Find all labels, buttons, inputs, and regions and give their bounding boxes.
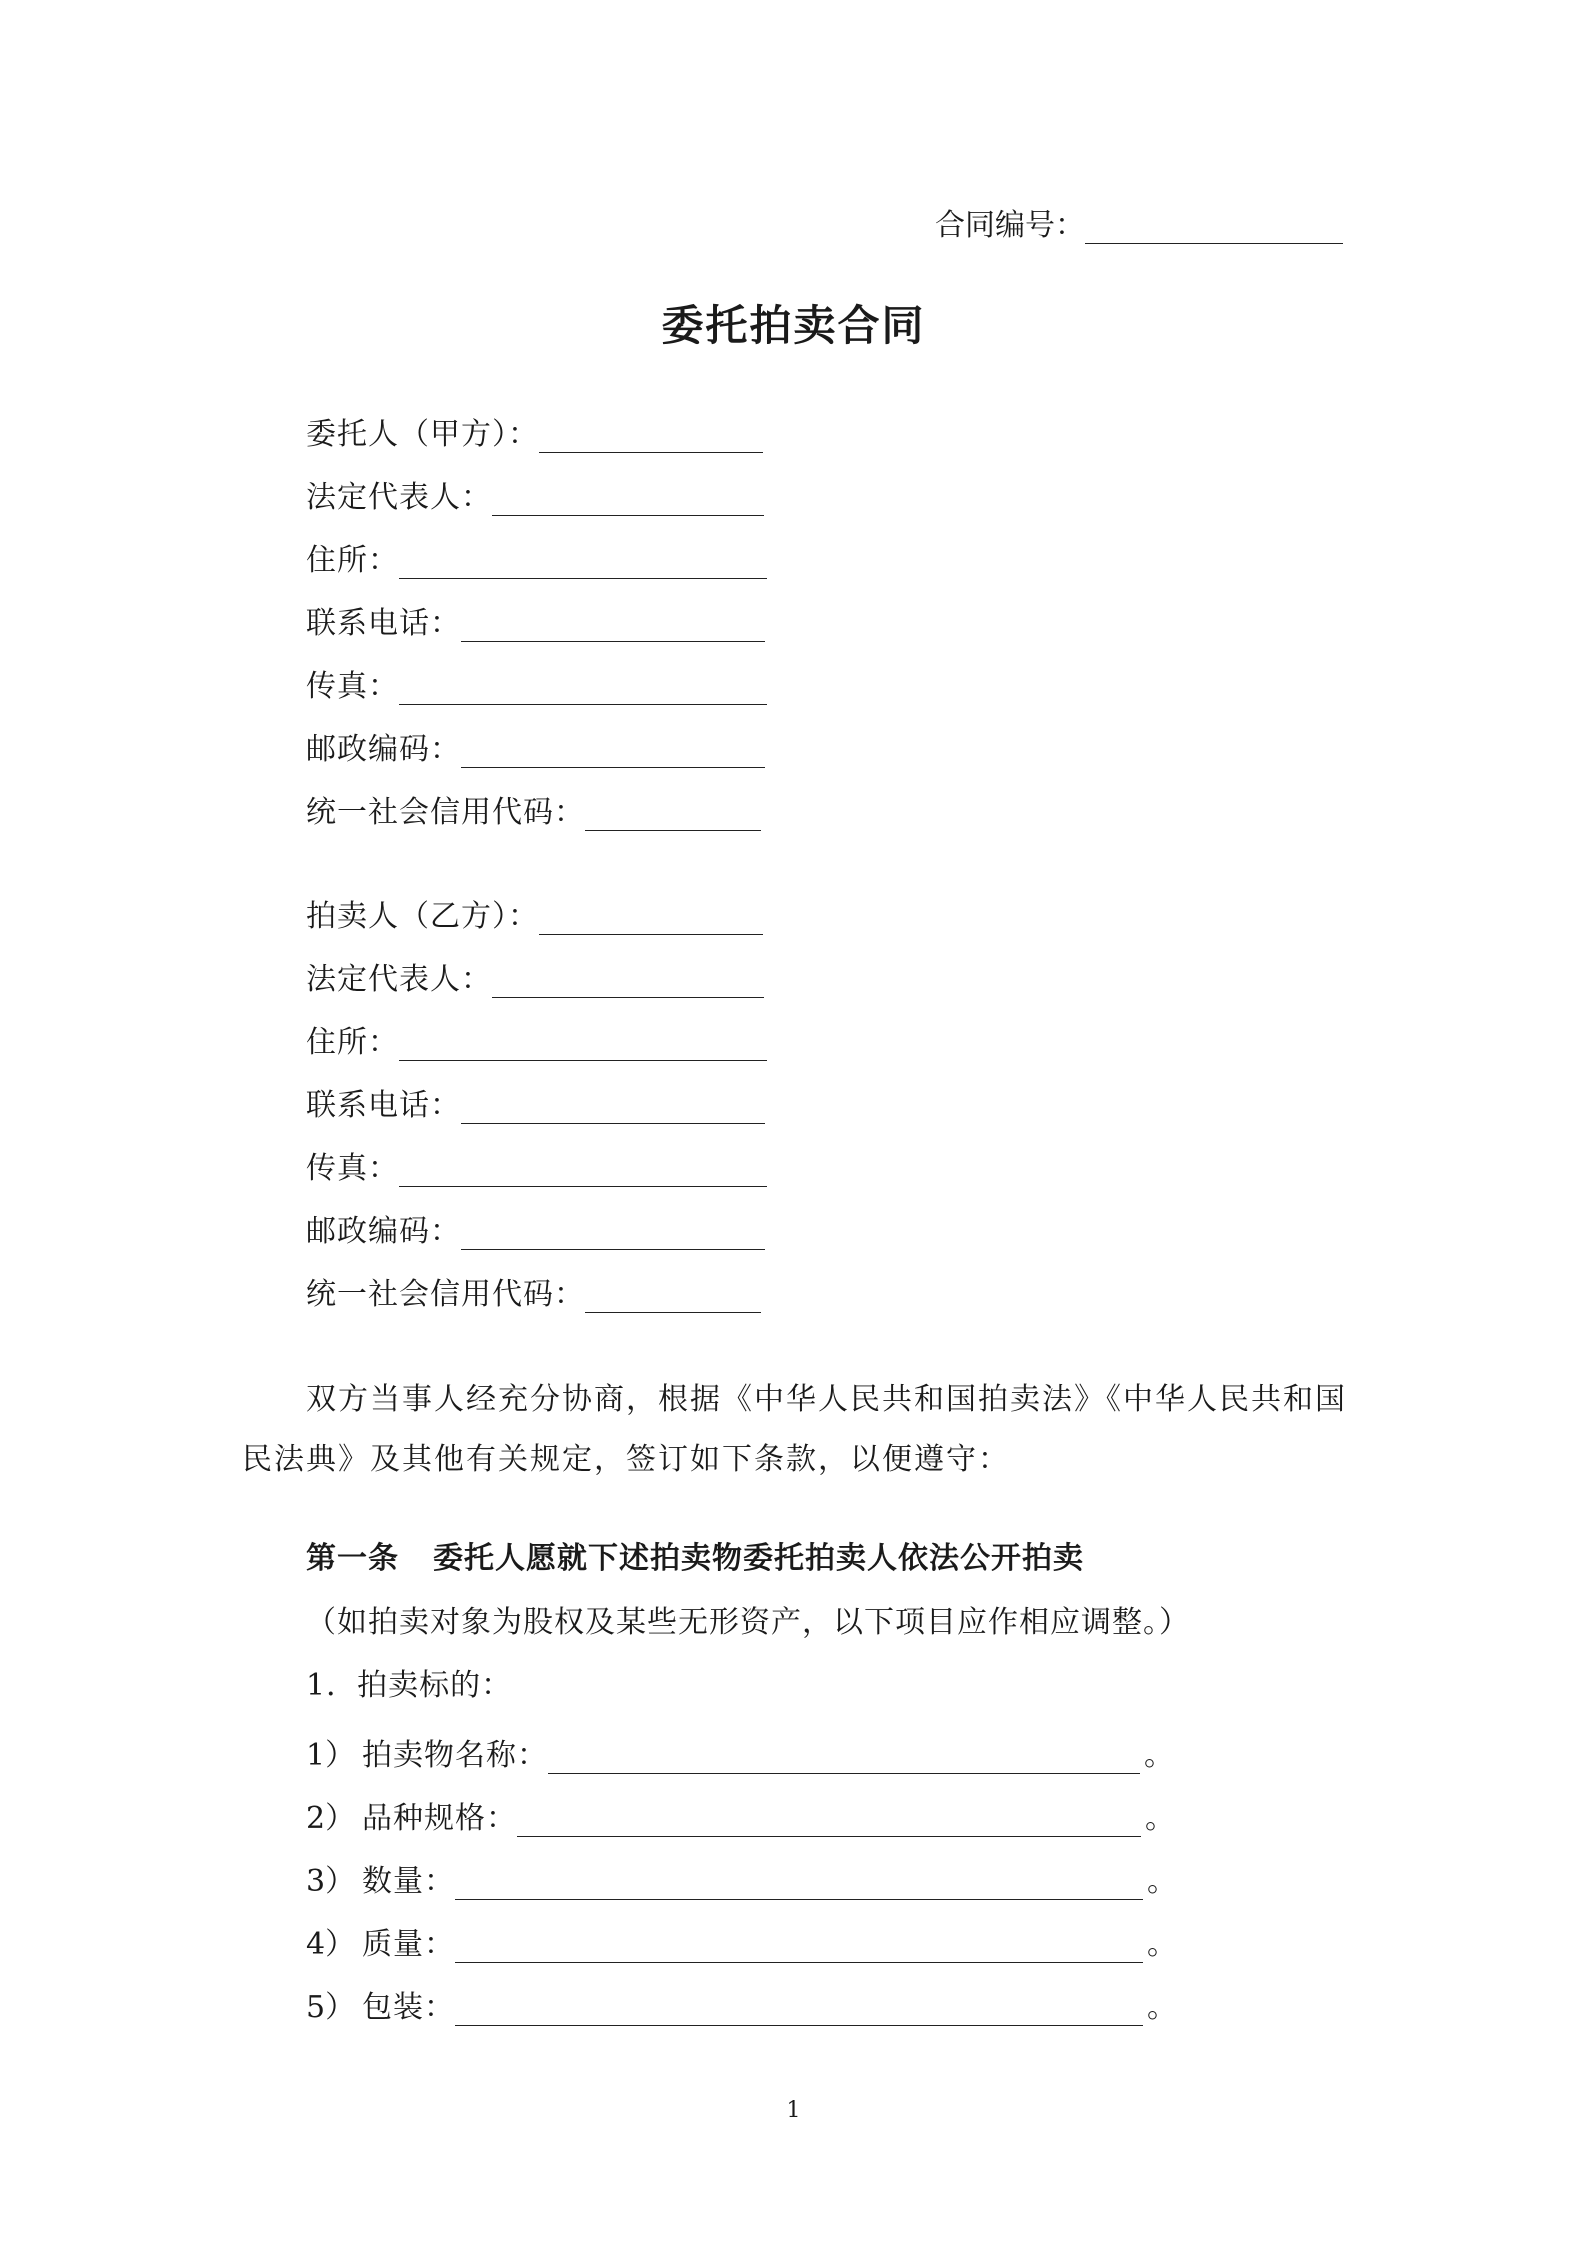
item-end-mark: 。 (1144, 1738, 1174, 1773)
party-b-fax-blank[interactable] (399, 1150, 767, 1187)
article-1-number: 第一条 (306, 1541, 399, 1576)
article-1-heading (306, 1533, 1084, 1577)
page-number: 1 (786, 2098, 801, 2123)
party-b-legal-rep-label: 法定代表人： (306, 962, 492, 997)
party-a-name-blank[interactable] (539, 416, 763, 453)
contract-number-field (935, 200, 1355, 244)
party-a-credit-code-field (306, 787, 761, 831)
party-a-phone-field (306, 598, 765, 642)
party-b-phone-field (306, 1080, 765, 1124)
contract-number-blank[interactable] (1085, 207, 1343, 244)
party-b-credit-code-field (306, 1269, 761, 1313)
party-b-fax-field (306, 1143, 767, 1187)
item-label: 品种规格： (362, 1801, 517, 1836)
party-a-credit-code-blank[interactable] (585, 794, 761, 831)
party-b-address-label: 住所： (306, 1025, 399, 1060)
party-b-phone-blank[interactable] (461, 1087, 765, 1124)
item-packaging-blank[interactable] (455, 1989, 1143, 2026)
party-a-phone-label: 联系电话： (306, 606, 461, 641)
party-b-name-blank[interactable] (539, 898, 763, 935)
article-1-note: （如拍卖对象为股权及某些无形资产，以下项目应作相应调整。） (306, 1605, 1190, 1640)
party-a-postcode-field (306, 724, 765, 768)
party-b-name-label: 拍卖人（乙方）： (306, 899, 539, 934)
party-a-address-blank[interactable] (399, 542, 767, 579)
document-title: 委托拍卖合同 (661, 301, 926, 350)
item-spec-blank[interactable] (517, 1800, 1141, 1837)
item-end-mark: 。 (1147, 1927, 1177, 1962)
item-label: 拍卖物名称： (362, 1738, 548, 1773)
item-number: 4） (306, 1927, 356, 1962)
party-b-postcode-label: 邮政编码： (306, 1214, 461, 1249)
party-b-postcode-field (306, 1206, 765, 1250)
item-row-quality (306, 1919, 1177, 1963)
item-end-mark: 。 (1145, 1801, 1175, 1836)
party-b-legal-rep-blank[interactable] (492, 961, 764, 998)
party-a-name-label: 委托人（甲方）： (306, 417, 539, 452)
item-row-packaging (306, 1982, 1177, 2026)
party-a-fax-label: 传真： (306, 669, 399, 704)
item-end-mark: 。 (1147, 1864, 1177, 1899)
item-label: 质量： (362, 1927, 455, 1962)
contract-number-label: 合同编号： (935, 208, 1085, 243)
item-quantity-blank[interactable] (455, 1863, 1143, 1900)
preamble-line-2: 民法典》及其他有关规定，签订如下条款，以便遵守： (242, 1442, 1010, 1477)
party-b-name-field (306, 891, 763, 935)
item-row-spec (306, 1793, 1175, 1837)
party-a-address-label: 住所： (306, 543, 399, 578)
item-row-name (306, 1730, 1174, 1774)
party-a-credit-code-label: 统一社会信用代码： (306, 795, 585, 830)
item-number: 5） (306, 1990, 356, 2025)
party-b-phone-label: 联系电话： (306, 1088, 461, 1123)
party-b-credit-code-blank[interactable] (585, 1276, 761, 1313)
party-b-address-field (306, 1017, 767, 1061)
party-a-legal-rep-label: 法定代表人： (306, 480, 492, 515)
item-name-blank[interactable] (548, 1737, 1140, 1774)
party-a-address-field (306, 535, 767, 579)
preamble-line-1: 双方当事人经充分协商，根据《中华人民共和国拍卖法》《中华人民共和国 (306, 1382, 1347, 1417)
party-b-fax-label: 传真： (306, 1151, 399, 1186)
item-label: 数量： (362, 1864, 455, 1899)
party-a-name-field (306, 409, 763, 453)
party-b-legal-rep-field (306, 954, 764, 998)
article-1-title: 委托人愿就下述拍卖物委托拍卖人依法公开拍卖 (433, 1541, 1084, 1576)
party-a-legal-rep-blank[interactable] (492, 479, 764, 516)
party-a-legal-rep-field (306, 472, 764, 516)
item-quality-blank[interactable] (455, 1926, 1143, 1963)
party-b-credit-code-label: 统一社会信用代码： (306, 1277, 585, 1312)
auction-subject-label: 1．拍卖标的： (306, 1668, 513, 1703)
party-a-fax-field (306, 661, 767, 705)
party-b-postcode-blank[interactable] (461, 1213, 765, 1250)
item-number: 2） (306, 1801, 356, 1836)
item-row-quantity (306, 1856, 1177, 1900)
item-label: 包装： (362, 1990, 455, 2025)
item-number: 1） (306, 1738, 356, 1773)
party-a-fax-blank[interactable] (399, 668, 767, 705)
party-a-postcode-blank[interactable] (461, 731, 765, 768)
party-a-phone-blank[interactable] (461, 605, 765, 642)
item-number: 3） (306, 1864, 356, 1899)
party-a-postcode-label: 邮政编码： (306, 732, 461, 767)
party-b-address-blank[interactable] (399, 1024, 767, 1061)
item-end-mark: 。 (1147, 1990, 1177, 2025)
